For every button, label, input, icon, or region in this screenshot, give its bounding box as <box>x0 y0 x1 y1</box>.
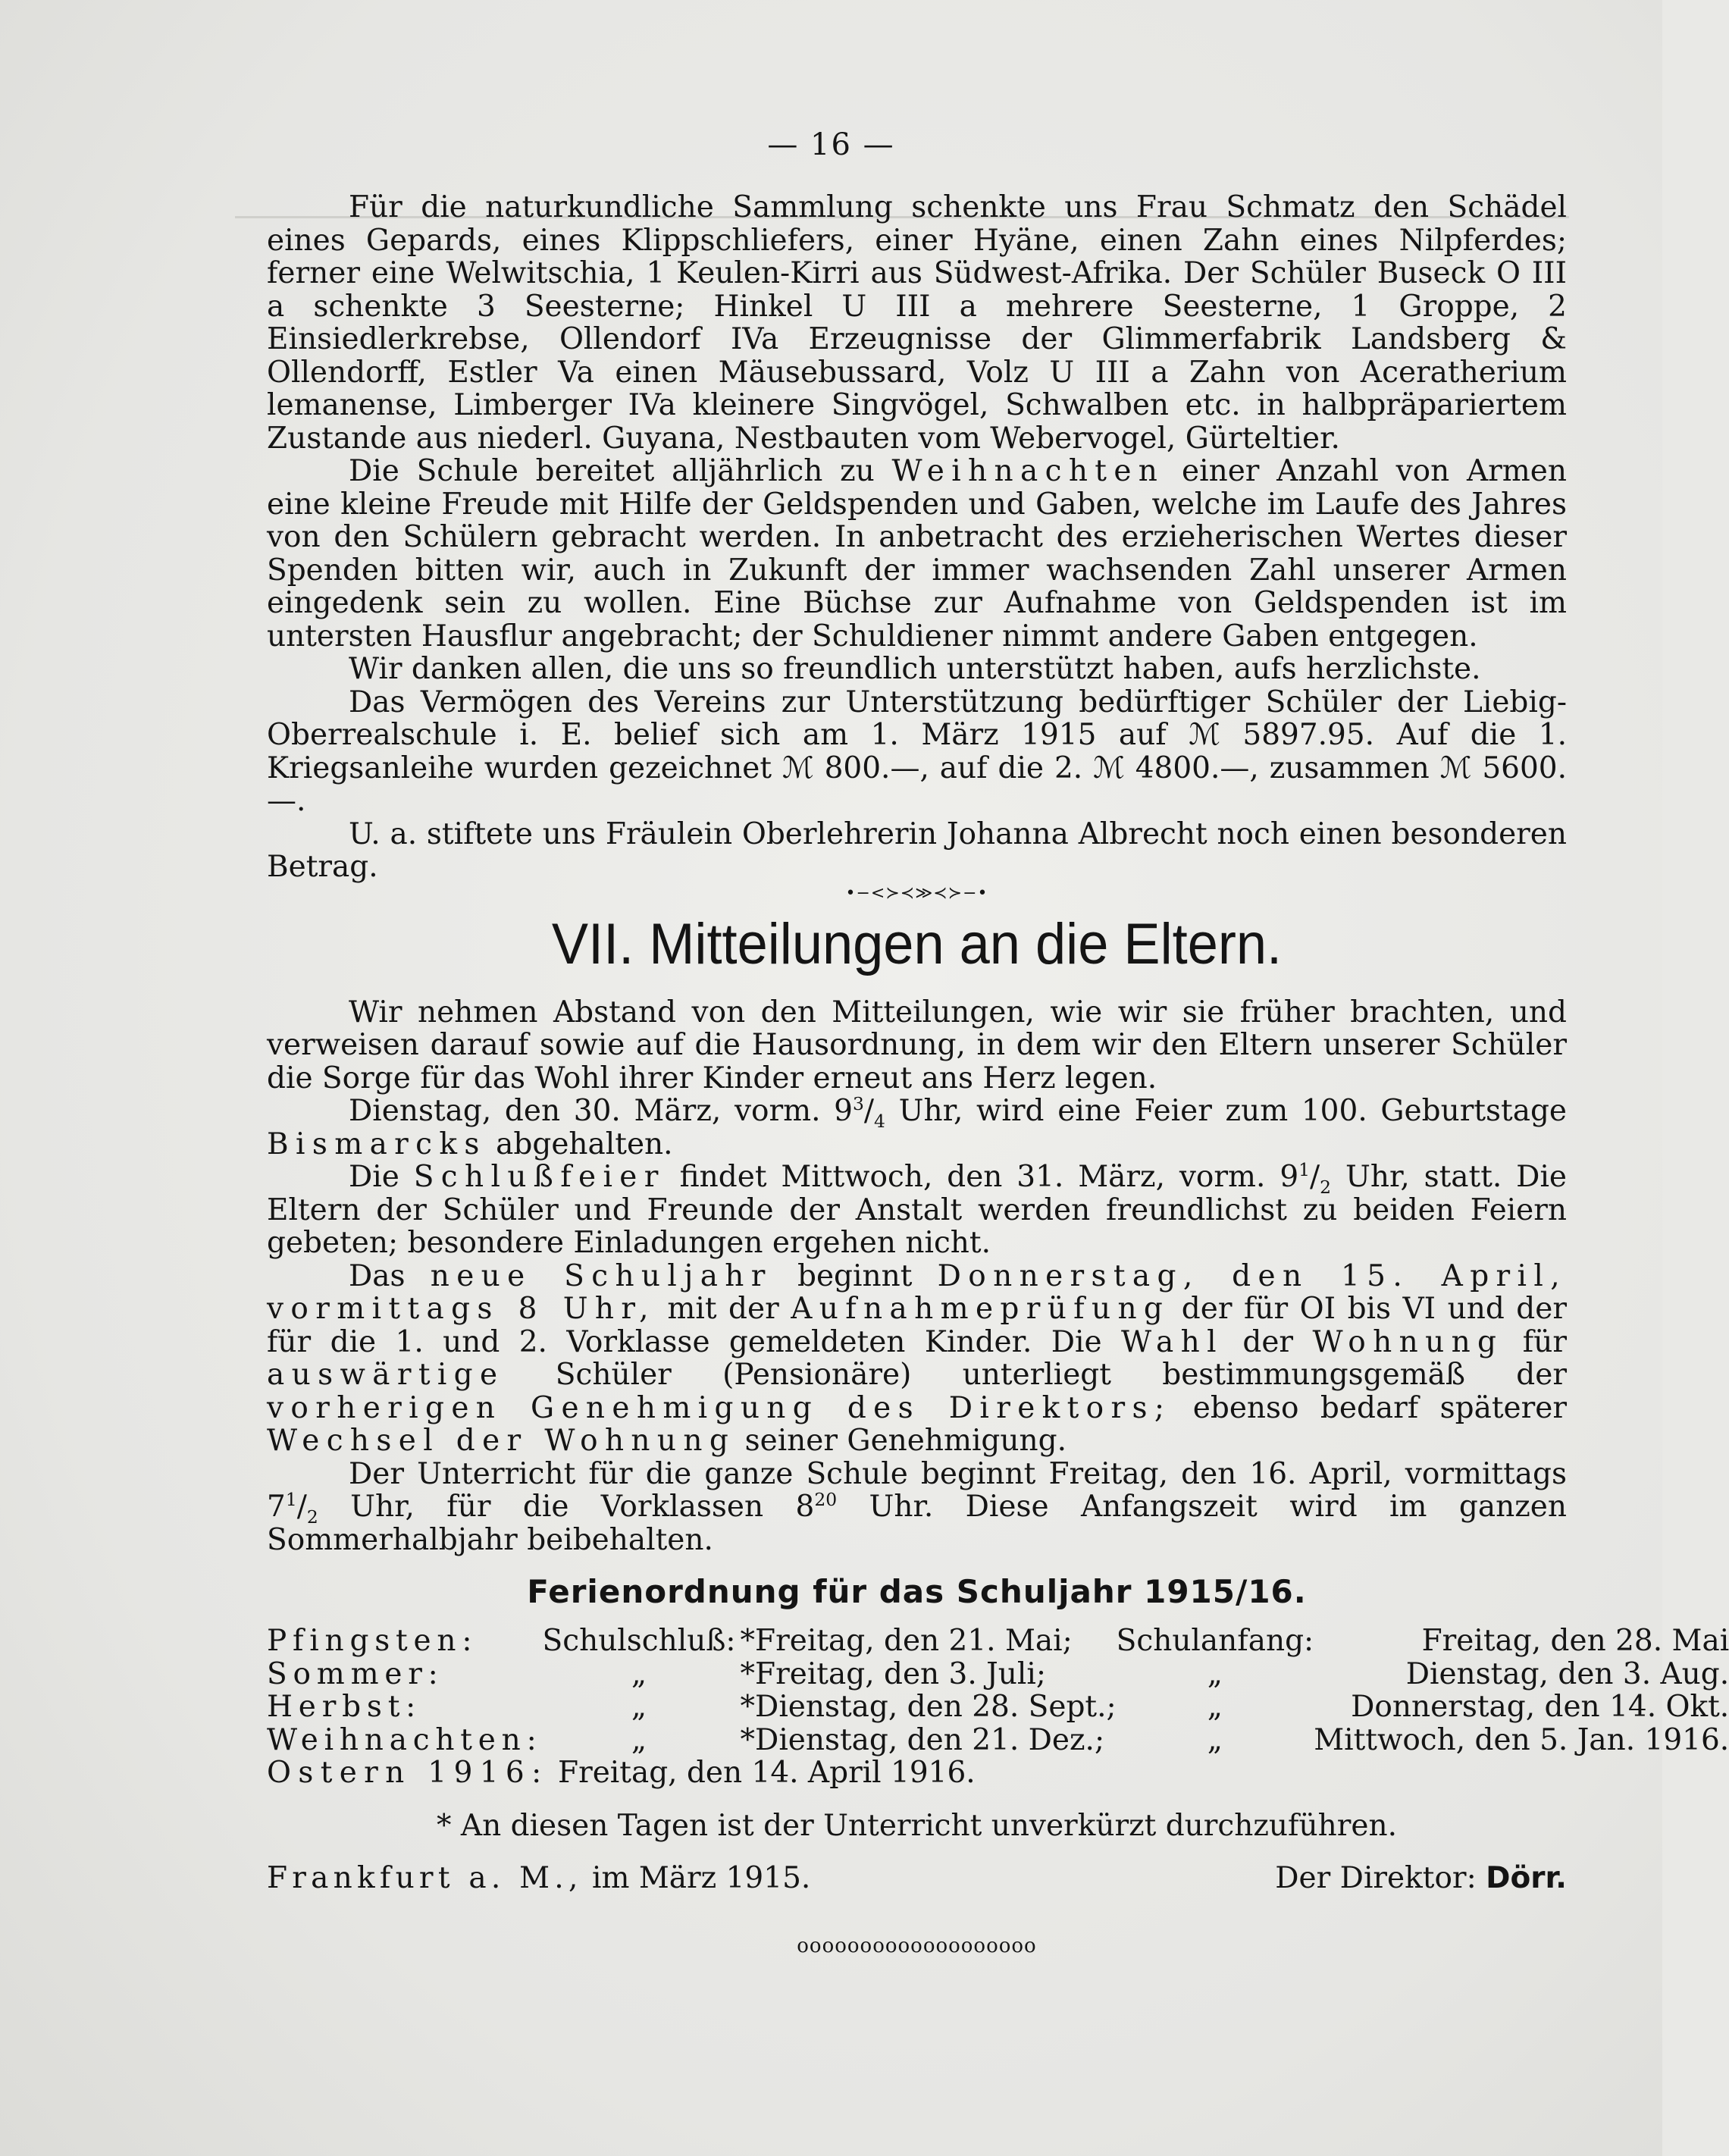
signature-line <box>267 1862 1567 1895</box>
page-number: — 16 — <box>767 127 895 162</box>
schlussfeier-word: Schlußfeier <box>413 1160 666 1194</box>
schuljahr-spaced-4: Wahl <box>1121 1324 1223 1359</box>
chapter-title: VII. Mitteilungen an die Eltern. <box>551 911 1283 976</box>
table-row <box>267 1658 1729 1691</box>
fraction-numerator: 1 <box>1298 1159 1311 1180</box>
schuljahr-text-8: seiner Genehmigung. <box>744 1424 1067 1458</box>
table-row <box>267 1625 1729 1658</box>
ferien-start-date: Freitag, den 28. Mai <box>1421 1624 1729 1658</box>
schuljahr-text-3: der für OI bis VI und der für die 1. und 2. Vorklasse gemeldeten Kinder. Die <box>267 1292 1567 1359</box>
ditto-mark: „ <box>1207 1722 1223 1757</box>
fraction-separator: / <box>296 1490 307 1524</box>
ferien-start-date: Dienstag, den 3. Aug. <box>1405 1656 1729 1691</box>
sammlung-paragraph: Für die naturkundliche Sammlung schenkte uns Frau Schmatz den Schädel eines Gepards, eines Klippschliefers, einer Hyäne, einen Zahn eines Nilpferdes; ferner eine Welwitschia, 1 Keulen-Kirri aus Südwest-Afrika. Der Schüler Buseck O III a schenkte 3 Seesterne; Hinkel U III a mehrere Seesterne, 1 Groppe, 2 Einsiedlerkrebse, Ollendorf IVa Erzeugnisse der Glimmerfabrik Landsberg & Ollendorff, Estler Va einen Mäusebussard, Volz U III a Zahn von Aceratherium lemanense, Limberger IVa kleinere Singvögel, Schwalben etc. in halbpräpariertem Zustande aus niederl. Guyana, Nestbauten vom Webervogel, Gürteltier. <box>267 190 1567 456</box>
schuljahr-text-2: mit der <box>667 1292 779 1326</box>
schlussfeier-rest: Uhr, statt. Die Eltern der Schüler und Freunde der Anstalt werden freundlichst zu beiden Feiern gebeten; besondere Einladungen ergehen nicht. <box>267 1160 1567 1260</box>
fraction-separator: / <box>863 1094 875 1128</box>
mitteilungen-paragraph-1: Wir nehmen Abstand von den Mitteilungen, wie wir sie früher brachten, und verweisen darauf sowie auf die Hausordnung, in dem wir den Eltern unserer Schüler die Sorge für das Wohl ihrer Kinder erneut ans Herz legen. <box>267 995 1567 1095</box>
schuljahr-text-7: ebenso bedarf späterer <box>1192 1390 1567 1425</box>
ferien-end-date: *Freitag, den 3. Juli; <box>740 1656 1046 1691</box>
ferien-end-date: *Dienstag, den 21. Dez.; <box>740 1722 1105 1757</box>
ditto-mark: „ <box>1207 1690 1223 1724</box>
bismarck-paragraph <box>267 1095 1567 1161</box>
director-title: Der Direktor: <box>1275 1861 1477 1895</box>
unterricht-rest: Uhr. Diese Anfangszeit wird im ganzen Sommerhalbjahr beibehalten. <box>267 1490 1567 1557</box>
schlussfeier-mid: findet Mittwoch, den 31. März, vorm. 9 <box>679 1160 1299 1194</box>
ferien-season: Herbst: <box>267 1690 422 1724</box>
schuljahr-lead: Das <box>349 1258 406 1293</box>
ferien-start-date: Donnerstag, den 14. Okt. <box>1351 1690 1729 1724</box>
table-row <box>267 1724 1729 1757</box>
weihnachten-word: Weihnachten <box>891 454 1165 488</box>
ditto-mark: „ <box>631 1690 647 1724</box>
unterricht-lead: Der Unterricht für die ganze Schule beginnt Freitag, den 16. April, vormittags 7 <box>267 1456 1567 1524</box>
schlussfeier-paragraph <box>267 1161 1567 1260</box>
schuljahr-spaced-3: Aufnahmeprüfung <box>791 1292 1170 1326</box>
ostern-line <box>267 1756 1567 1790</box>
ferien-end-date: *Dienstag, den 28. Sept.; <box>740 1690 1117 1724</box>
dank-paragraph: Wir danken allen, die uns so freundlich unterstützt haben, aufs herzlichste. <box>349 652 1481 686</box>
place: Frankfurt a. M., <box>267 1861 583 1895</box>
ferien-start-date: Mittwoch, den 5. Jan. 1916. <box>1314 1722 1729 1757</box>
bismarck-end: abgehalten. <box>496 1127 673 1161</box>
ditto-mark: „ <box>1207 1656 1223 1691</box>
stiftung-paragraph: U. a. stiftete uns Fräulein Oberlehrerin Johanna Albrecht noch einen besonderen Betrag. <box>267 816 1567 884</box>
fraction-separator: / <box>1310 1160 1320 1194</box>
schuljahr-text-1: beginnt <box>797 1258 913 1293</box>
schuljahr-spaced-5: Wohnung <box>1312 1324 1504 1359</box>
time-superscript: 20 <box>814 1489 838 1510</box>
fraction-denominator: 2 <box>1320 1176 1332 1198</box>
ferien-season: Weihnachten: <box>267 1722 543 1757</box>
schuljahr-paragraph <box>267 1260 1567 1458</box>
bismarck-date: Dienstag, den 30. März, vorm. 9 <box>349 1094 853 1128</box>
table-row <box>267 1691 1729 1724</box>
weihnachten-paragraph <box>267 455 1567 653</box>
ferien-season: Sommer: <box>267 1656 444 1691</box>
ditto-mark: „ <box>631 1656 647 1691</box>
schuljahr-spaced-2: Donnerstag, den 15. April, vormittags 8 Uhr, <box>267 1258 1567 1326</box>
schuljahr-spaced-8: Wechsel der Wohnung <box>267 1424 736 1458</box>
section-ornament: •−<≻≺≫≺≻−• <box>845 883 988 903</box>
bismarck-name: Bismarcks <box>267 1127 487 1161</box>
schlussfeier-lead: Die <box>349 1160 399 1194</box>
footnote: * An diesen Tagen ist der Unterricht unverkürzt durchzuführen. <box>437 1808 1397 1843</box>
ferien-schluss-label: Schulschluß: <box>542 1624 736 1658</box>
ferien-end-date: *Freitag, den 21. Mai; <box>740 1624 1073 1658</box>
schuljahr-text-5: für <box>1522 1324 1567 1359</box>
unterricht-paragraph <box>267 1458 1567 1557</box>
schuljahr-spaced-1: neue Schuljahr <box>430 1258 772 1293</box>
schuljahr-text-6: Schüler (Pensionäre) unterliegt bestimmungsgemäß der <box>555 1358 1567 1392</box>
bismarck-text: Uhr, wird eine Feier zum 100. Geburtstage <box>898 1094 1568 1128</box>
verein-paragraph: Das Vermögen des Vereins zur Unterstützung bedürftiger Schüler der Liebig-Oberrealschule i. E. belief sich am 1. März 1915 auf ℳ 5897.95. Auf die 1. Kriegsanleihe wurden gezeichnet ℳ 800.—, auf die 2. ℳ 4800.—, zusammen ℳ 5600.—. <box>267 685 1567 818</box>
ditto-mark: „ <box>631 1722 647 1757</box>
fraction-numerator: 1 <box>285 1489 297 1510</box>
schuljahr-text-4: der <box>1242 1324 1294 1359</box>
schuljahr-spaced-6: auswärtige <box>267 1358 505 1392</box>
fraction-denominator: 2 <box>306 1506 318 1528</box>
unterricht-mid: Uhr, für die Vorklassen 8 <box>350 1490 815 1524</box>
ferien-table <box>267 1625 1729 1756</box>
weihnachten-rest: einer Anzahl von Armen eine kleine Freude mit Hilfe der Geldspenden und Gaben, welche im Laufe des Jahres von den Schülern gebracht werden. In anbetracht des erzieherischen Wertes dieser Spenden bitten wir, auch in Zukunft der immer wachsenden Zahl unserer Armen eingedenk sein zu wollen. Eine Büchse zur Aufnahme von Geldspenden ist im untersten Hausflur angebracht; der Schuldiener nimmt andere Gaben entgegen. <box>267 454 1567 653</box>
director <box>1275 1862 1567 1895</box>
page-content <box>267 190 1729 1963</box>
fraction-numerator: 3 <box>853 1093 864 1114</box>
ostern-text: Freitag, den 14. April 1916. <box>558 1756 976 1790</box>
weihnachten-lead: Die Schule bereitet alljährlich zu <box>349 454 875 488</box>
ferien-anfang-label: Schulanfang: <box>1116 1624 1314 1658</box>
date: im März 1915. <box>592 1861 811 1895</box>
ferien-season: Pfingsten: <box>267 1624 478 1658</box>
schuljahr-spaced-7: vorherigen Genehmigung des Direktors; <box>267 1390 1172 1425</box>
place-date <box>267 1862 810 1895</box>
end-ornament: ooooooooooooooooooo <box>797 1934 1037 1957</box>
fraction-denominator: 4 <box>874 1110 885 1132</box>
ferien-title: Ferienordnung für das Schuljahr 1915/16. <box>527 1573 1307 1610</box>
ostern-label: Ostern 1916: <box>267 1756 549 1790</box>
director-name: Dörr. <box>1486 1861 1567 1895</box>
